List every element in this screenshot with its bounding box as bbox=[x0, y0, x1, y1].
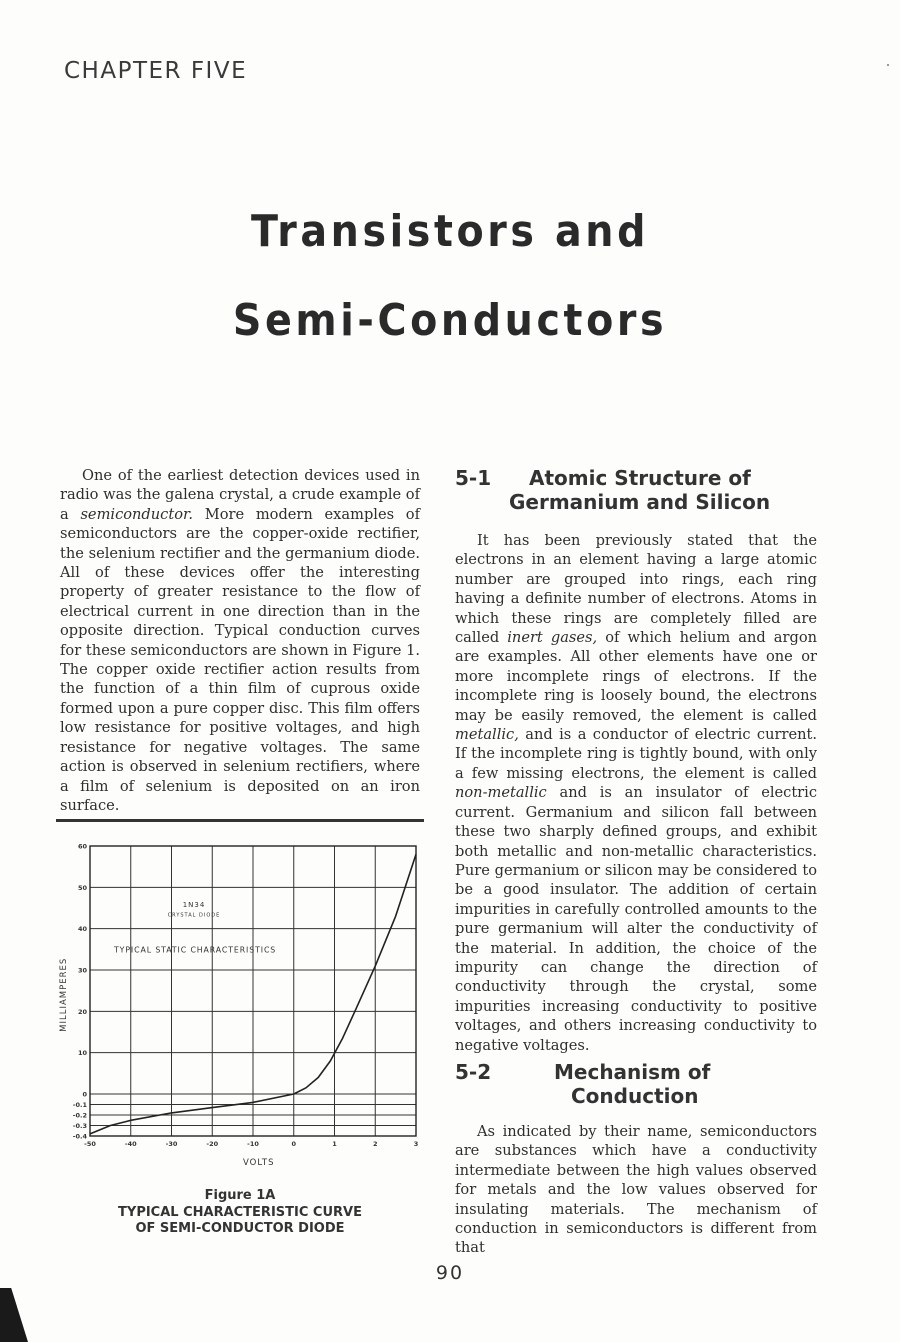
x-tick-label: 1 bbox=[332, 1140, 337, 1148]
diode-type-sublabel: CRYSTAL DIODE bbox=[167, 912, 221, 919]
x-tick-label: 3 bbox=[413, 1140, 419, 1148]
section-2-paragraph: As indicated by their name, semiconductors are substances which have a conductivity intermediate between the high values observed for metals and the low values observed for insulating materials. The mechanism of conduction in semiconductors is different from that bbox=[455, 1123, 817, 1257]
y-tick-label: -0.2 bbox=[72, 1111, 87, 1120]
intro-paragraph: One of the earliest detection devices used in radio was the galena crystal, a crude example of a semiconductor. More modern examples of semiconductors are the copper-oxide rectifier, the selenium rectifier and the germanium diode. All of these devices offer the interesting property of greater resistance to the flow of electrical current in one direction than in the opposite direction. Typical conduction curves for these semiconductors are shown in Figure 1. The copper oxide rectifier action results from the function of a thin film of cuprous oxide formed upon a pure copper disc. This film offers low resistance for positive voltages, and high resistance for negative voltages. The same action is observed in selenium rectifiers, where a film of selenium is deposited on an iron surface. bbox=[60, 467, 420, 814]
section-2-title-line-2: Conduction bbox=[571, 1084, 699, 1108]
diode-type-label: 1N34 bbox=[182, 900, 206, 909]
x-tick-label: -20 bbox=[206, 1140, 219, 1148]
title-line-1: Transistors and bbox=[250, 206, 650, 257]
x-tick-label: -30 bbox=[165, 1140, 178, 1148]
x-tick-label: -40 bbox=[124, 1140, 137, 1148]
section-2-body bbox=[455, 1122, 817, 1258]
figure-caption-line-2: OF SEMI-CONDUCTOR DIODE bbox=[135, 1221, 345, 1236]
section-2-title-line-1: Mechanism of bbox=[554, 1060, 711, 1084]
section-1-title-line-2: Germanium and Silicon bbox=[509, 490, 771, 514]
intro-column bbox=[60, 466, 420, 815]
y-tick-label: 20 bbox=[77, 1007, 87, 1016]
y-tick-label: -0.4 bbox=[72, 1132, 87, 1141]
scan-speck bbox=[887, 64, 889, 66]
y-tick-label: -0.1 bbox=[72, 1101, 87, 1109]
y-tick-label: 50 bbox=[77, 883, 87, 892]
section-1-body bbox=[455, 531, 817, 1055]
diode-characteristic-chart bbox=[56, 836, 426, 1176]
section-2-number: 5-2 bbox=[455, 1060, 492, 1084]
section-2-heading bbox=[455, 1061, 835, 1111]
y-tick-label: 60 bbox=[77, 842, 87, 851]
section-1-title-line-1: Atomic Structure of bbox=[529, 466, 751, 490]
y-tick-label: 30 bbox=[77, 966, 87, 975]
chapter-heading: CHAPTER FIVE bbox=[64, 58, 248, 84]
y-tick-label: 10 bbox=[77, 1049, 87, 1058]
section-1-number: 5-1 bbox=[455, 466, 492, 490]
x-axis-label: VOLTS bbox=[242, 1158, 275, 1168]
figure-caption-line-1: TYPICAL CHARACTERISTIC CURVE bbox=[118, 1205, 362, 1220]
page-number: 90 bbox=[435, 1262, 465, 1284]
section-1-paragraph: It has been previously stated that the electrons in an element having a large atomic number are grouped into rings, each ring having a definite number of electrons. Atoms in which these rings are completely filled are called inert gases, of which helium and argon are examples. All other elements have one or more incomplete rings of electrons. If the incomplete ring is loosely bound, the electrons may be easily removed, the element is called metallic, and is a conductor of electric current. If the incomplete ring is tightly bound, with only a few missing electrons, the element is called non-metallic and is an insulator of electric current. Germanium and silicon fall between these two sharply defined groups, and exhibit both metallic and non-metallic characteristics. Pure germanium or silicon may be considered to be a good insulator. The addition of certain impurities in carefully controlled amounts to the pure germanium will alter the conductivity of the material. In addition, the choice of the impurity can change the direction of conductivity through the crystal, some impurities increasing conductivity to positive voltages, and others increasing conductivity to negative voltages. bbox=[455, 532, 817, 1054]
figure-label: Figure 1A bbox=[204, 1188, 276, 1203]
x-tick-label: -50 bbox=[84, 1140, 96, 1148]
x-tick-label: 0 bbox=[291, 1140, 297, 1148]
y-axis-label: MILLIAMPERES bbox=[59, 957, 69, 1032]
y-tick-label: -0.3 bbox=[72, 1122, 87, 1130]
page-edge-mark bbox=[0, 1288, 28, 1342]
figure-top-rule bbox=[56, 819, 424, 822]
x-tick-label: 2 bbox=[372, 1140, 378, 1148]
chart-title: TYPICAL STATIC CHARACTERISTICS bbox=[114, 945, 277, 955]
x-tick-label: -10 bbox=[247, 1140, 259, 1148]
y-tick-label: 40 bbox=[77, 925, 87, 934]
y-tick-label: 0 bbox=[82, 1090, 87, 1099]
title-line-2: Semi-Conductors bbox=[232, 295, 668, 346]
section-1-heading bbox=[455, 467, 835, 517]
